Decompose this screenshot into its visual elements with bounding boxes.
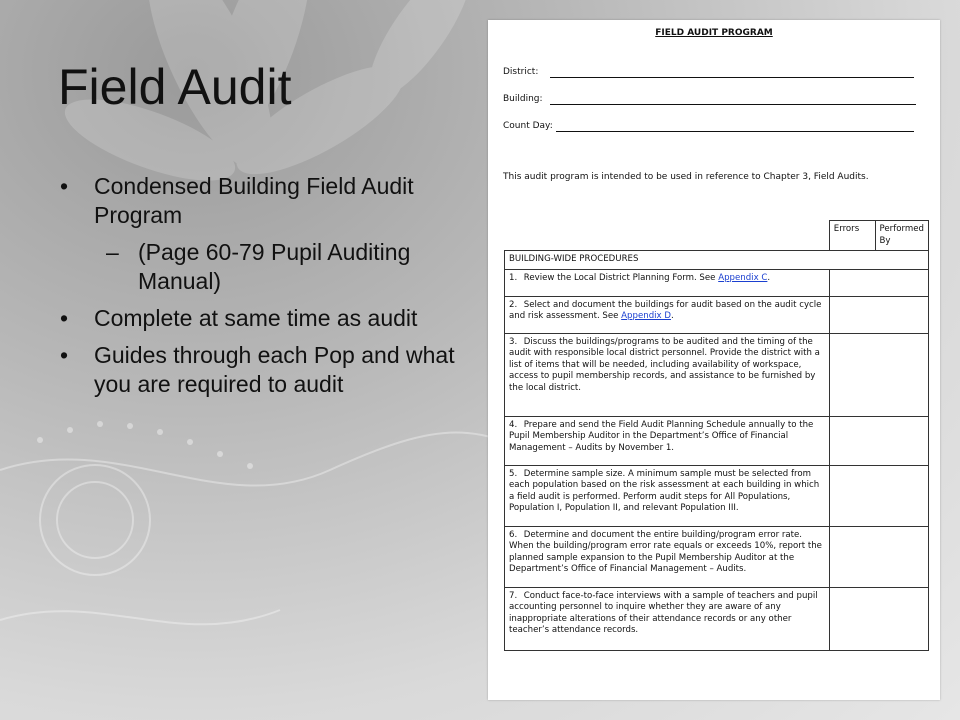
step-response-cell xyxy=(829,526,928,587)
step-number: 2. xyxy=(509,299,518,310)
sub-bullet-text: (Page 60-79 Pupil Auditing Manual) xyxy=(138,239,411,294)
bullet-item xyxy=(58,341,463,399)
step-response-cell xyxy=(829,296,928,333)
procedure-step xyxy=(505,526,830,587)
section-row xyxy=(505,251,929,270)
table-row xyxy=(505,587,929,650)
bullet-item xyxy=(58,304,463,333)
bullet-text: Complete at same time as audit xyxy=(94,305,418,331)
table-row xyxy=(505,465,929,526)
bullet-item xyxy=(58,172,463,230)
table-row xyxy=(505,526,929,587)
errors-column-header: Errors xyxy=(829,221,875,251)
count-day-field-label: Count Day: xyxy=(503,121,553,131)
sub-bullet-item xyxy=(58,238,463,296)
appendix-c-link[interactable]: Appendix C xyxy=(718,272,768,283)
table-row xyxy=(505,416,929,465)
step-response-cell xyxy=(829,269,928,296)
count-day-field-line xyxy=(556,131,914,132)
slide-title: Field Audit xyxy=(58,59,292,115)
step-response-cell xyxy=(829,333,928,416)
step-number: 6. xyxy=(509,529,518,540)
step-text: Review the Local District Planning Form. See xyxy=(523,272,719,283)
procedure-step xyxy=(505,465,830,526)
performed-by-column-header: Performed By xyxy=(875,221,928,251)
step-text: Select and document the buildings for audit based on the audit cycle and risk assessment. See xyxy=(509,299,822,321)
building-field-label: Building: xyxy=(503,94,543,104)
step-text: Conduct face-to-face interviews with a sample of teachers and pupil accounting personnel to inquire whether they are aware of any inappropriate alterations of their attendance records or any other teacher’s attendance records. xyxy=(509,590,818,635)
step-response-cell xyxy=(829,465,928,526)
intro-text: This audit program is intended to be used in reference to Chapter 3, Field Audits. xyxy=(503,172,869,182)
district-field-label: District: xyxy=(503,67,539,77)
step-response-cell xyxy=(829,587,928,650)
bullet-text: Condensed Building Field Audit Program xyxy=(94,173,414,228)
step-number: 3. xyxy=(509,336,518,347)
procedure-step xyxy=(505,333,830,416)
step-text: Discuss the buildings/programs to be audited and the timing of the audit with responsible local district personnel. Provide the district with a list of items that will be needed, including availability of workspace, access to pupil membership records, and assistance to be furnished by the local district. xyxy=(509,336,820,393)
document-title: FIELD AUDIT PROGRAM xyxy=(655,28,773,38)
step-response-cell xyxy=(829,416,928,465)
step-text: Prepare and send the Field Audit Planning Schedule annually to the Pupil Membership Auditor in the Department’s Office of Financial Management – Audits by November 1. xyxy=(509,419,814,453)
table-row xyxy=(505,333,929,416)
step-text: Determine sample size. A minimum sample must be selected from each population based on the risk assessment at each building in which a field audit is performed. Perform audit steps for All Populations, Population I, Population II, and relevant Population III. xyxy=(509,468,820,513)
procedure-step xyxy=(505,416,830,465)
sub-bullet-marker: – xyxy=(106,239,119,265)
step-text: Determine and document the entire building/program error rate. When the building/program error rate equals or exceeds 10%, report the planned sample expansion to the Pupil Membership Auditor at the Department’s Office of Financial Management – Audits. xyxy=(509,529,822,574)
bullet-list xyxy=(58,172,463,407)
table-row xyxy=(505,296,929,333)
audit-procedures-table xyxy=(504,220,929,651)
step-number: 5. xyxy=(509,468,518,479)
procedure-step xyxy=(505,587,830,650)
building-field-line xyxy=(550,104,916,105)
bullet-marker: • xyxy=(60,173,69,199)
audit-program-document xyxy=(488,20,940,700)
step-number: 1. xyxy=(509,272,518,283)
bullet-marker: • xyxy=(60,305,69,331)
step-number: 4. xyxy=(509,419,518,430)
section-heading: BUILDING-WIDE PROCEDURES xyxy=(505,251,929,270)
district-field-line xyxy=(550,77,914,78)
bullet-marker: • xyxy=(60,342,69,368)
step-number: 7. xyxy=(509,590,518,601)
procedure-step: 1. Review the Local District Planning Form. See Appendix C. xyxy=(505,269,830,296)
appendix-d-link[interactable]: Appendix D xyxy=(621,311,671,321)
table-header-row xyxy=(505,221,929,251)
table-row xyxy=(505,269,929,296)
procedure-step: 2. Select and document the buildings for audit based on the audit cycle and risk assessment. See Appendix D. xyxy=(505,296,830,333)
bullet-text: Guides through each Pop and what you are required to audit xyxy=(94,342,455,397)
